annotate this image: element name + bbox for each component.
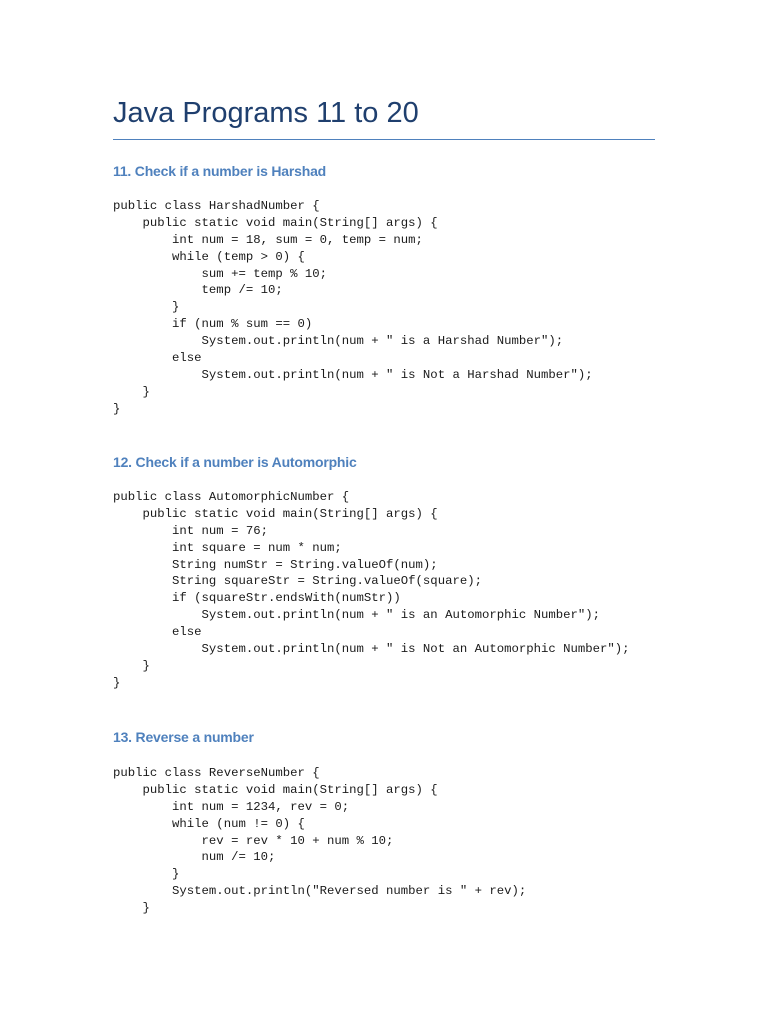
code-line: System.out.println(num + " is Not an Automorphic Number"); xyxy=(113,642,630,657)
code-block-harshad xyxy=(113,198,593,418)
code-line: System.out.println("Reversed number is " + rev); xyxy=(113,884,527,899)
code-line: public class AutomorphicNumber { xyxy=(113,490,350,504)
code-line: public static void main(String[] args) { xyxy=(113,215,438,230)
code-line: public static void main(String[] args) { xyxy=(113,506,438,521)
code-line: while (temp > 0) { xyxy=(113,249,305,264)
code-line: int square = num * num; xyxy=(113,540,342,555)
code-line: int num = 76; xyxy=(113,523,268,538)
title-underline-divider xyxy=(113,139,655,140)
code-line: public static void main(String[] args) { xyxy=(113,782,438,797)
code-line: num /= 10; xyxy=(113,850,276,865)
code-line: sum += temp % 10; xyxy=(113,266,328,281)
section-heading-harshad: 11. Check if a number is Harshad xyxy=(113,163,327,179)
code-line: } xyxy=(113,384,150,399)
code-block-reverse xyxy=(113,765,526,917)
section-heading-reverse: 13. Reverse a number xyxy=(113,729,254,745)
code-line: int num = 18, sum = 0, temp = num; xyxy=(113,232,423,247)
code-line: String squareStr = String.valueOf(square); xyxy=(113,574,482,589)
code-line: public class HarshadNumber { xyxy=(113,199,320,213)
code-line: } xyxy=(113,658,150,673)
code-line: else xyxy=(113,625,202,640)
code-line: System.out.println(num + " is an Automorphic Number"); xyxy=(113,608,601,623)
code-line: System.out.println(num + " is a Harshad Number"); xyxy=(113,334,564,349)
code-line: } xyxy=(113,675,121,690)
section-heading-automorphic: 12. Check if a number is Automorphic xyxy=(113,454,357,470)
code-line: int num = 1234, rev = 0; xyxy=(113,799,350,814)
code-line: temp /= 10; xyxy=(113,283,283,298)
code-line: else xyxy=(113,351,202,366)
code-line: if (squareStr.endsWith(numStr)) xyxy=(113,591,401,606)
code-line: public class ReverseNumber { xyxy=(113,766,320,780)
code-block-automorphic xyxy=(113,489,630,692)
code-line: String numStr = String.valueOf(num); xyxy=(113,557,438,572)
code-line: } xyxy=(113,901,150,916)
code-line: } xyxy=(113,401,121,416)
code-line: } xyxy=(113,867,180,882)
code-line: while (num != 0) { xyxy=(113,816,305,831)
code-line: rev = rev * 10 + num % 10; xyxy=(113,833,394,848)
code-line: } xyxy=(113,300,180,315)
code-line: if (num % sum == 0) xyxy=(113,317,313,332)
code-line: System.out.println(num + " is Not a Harshad Number"); xyxy=(113,367,593,382)
document-title: Java Programs 11 to 20 xyxy=(113,97,419,129)
